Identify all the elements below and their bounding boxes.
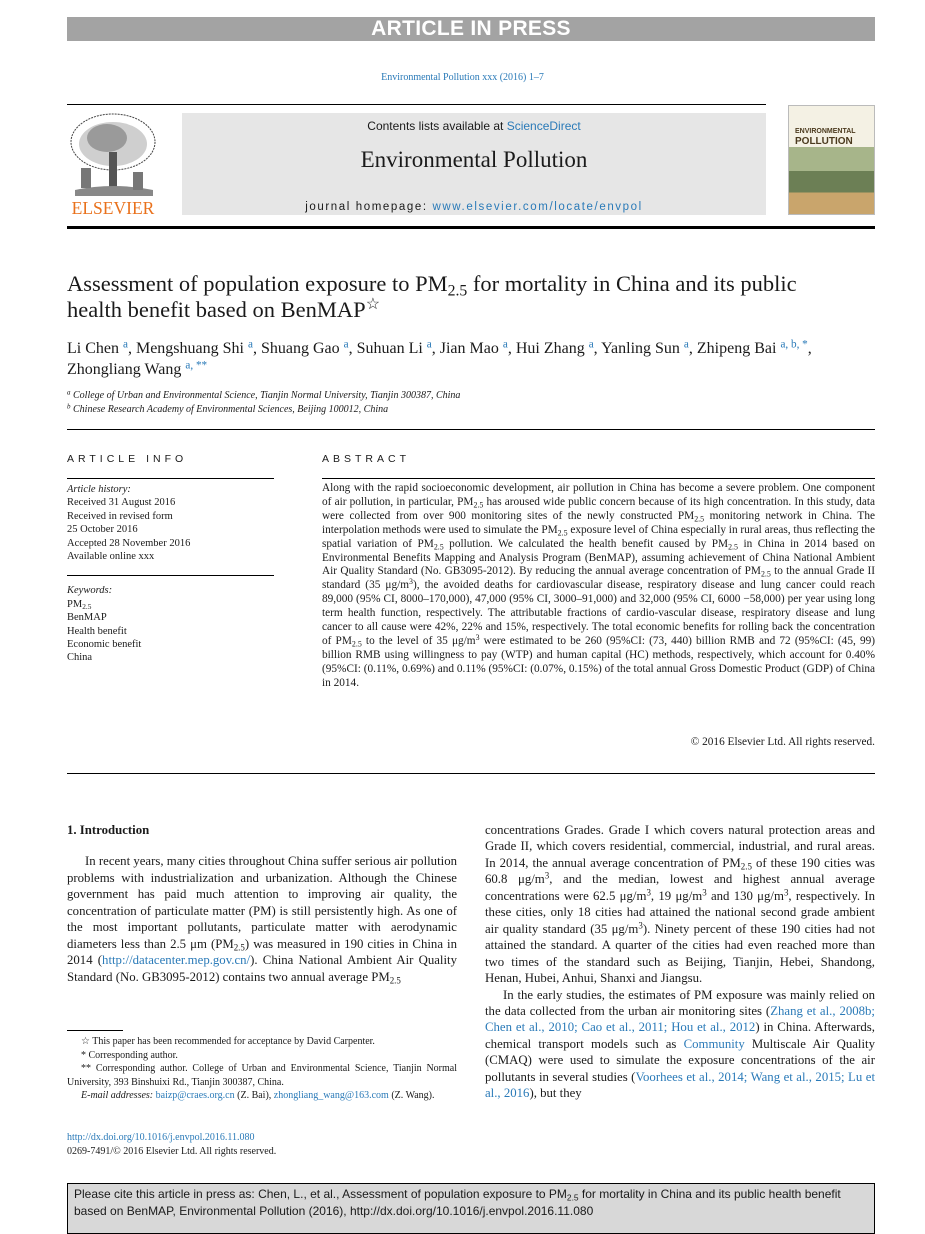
- subscript: 2.5: [447, 282, 468, 300]
- footnote: [67, 1089, 457, 1103]
- text-run: for mortality in China and its public health benefit based on BenMAP, Environmental Pollution (2016), http://dx.doi.org/10.1016/j.envpol.2016.11.080: [74, 1187, 841, 1218]
- text-run: Chinese Research Academy of Environmental Sciences, Beijing 100012, China: [70, 403, 389, 415]
- author-list: [67, 339, 827, 380]
- text-run: ), but they: [529, 1086, 582, 1101]
- text-run: Li Chen: [67, 340, 123, 357]
- divider: [67, 478, 274, 479]
- affiliation-link[interactable]: a: [588, 338, 594, 351]
- issn: 0269-7491/© 2016 Elsevier Ltd. All rights reserved.: [67, 1146, 277, 1157]
- journal-title: Environmental Pollution: [360, 147, 588, 172]
- divider: [67, 773, 875, 774]
- subscript: 2.5: [233, 942, 245, 953]
- affiliation-link[interactable]: a: [683, 338, 689, 351]
- superscript: 3: [638, 920, 643, 931]
- text-run: Along with the rapid socioeconomic development, air pollution in China has become a severe problem. One component of air pollution, in particular, PM: [322, 482, 875, 508]
- cover-title-line-2: POLLUTION: [795, 136, 853, 147]
- text-run: , Yanling Sun: [593, 340, 684, 357]
- paragraph: [67, 853, 457, 985]
- doi-link[interactable]: http://dx.doi.org/10.1016/j.envpol.2016.11.080: [67, 1132, 255, 1143]
- text-run: Multiscale Air Quality (CMAQ) were used to simulate the exposure concentrations of the air pollutants in several studies (: [485, 1036, 875, 1084]
- text-run: concentrations Grades. Grade I which covers natural protection areas and Grade II, which covers residential, commercial, industrial, and rural areas. In 2014, the annual average concentration of PM: [485, 823, 875, 870]
- elsevier-wordmark: ELSEVIER: [71, 198, 155, 218]
- text-run: PM: [67, 598, 83, 610]
- link[interactable]: Zhang et al., 2008b; Chen et al., 2010; Cao et al., 2011; Hou et al., 2012: [485, 1003, 875, 1035]
- affiliation-link[interactable]: a: [502, 338, 508, 351]
- history-item: Available online xxx: [67, 551, 155, 563]
- affiliation-link[interactable]: a: [247, 338, 253, 351]
- contents-line: [182, 119, 766, 133]
- affiliation-link[interactable]: a: [343, 338, 349, 351]
- text-run: , Zhipeng Bai: [688, 340, 781, 357]
- abstract-text: [322, 482, 875, 691]
- superscript: 3: [783, 887, 789, 898]
- history-item: Accepted 28 November 2016: [67, 537, 191, 549]
- text-run: , Suhuan Li: [348, 340, 427, 357]
- article-title: [67, 271, 827, 323]
- text-run: Assessment of population exposure to PM: [67, 271, 448, 296]
- divider: [67, 429, 875, 430]
- superscript: b: [67, 402, 71, 410]
- paragraph: [485, 822, 875, 987]
- text-run: monitoring network in China. The interpolation methods were used to simulate the PM: [322, 509, 875, 536]
- footnote-rule: [67, 1030, 123, 1031]
- link[interactable]: zhongliang_wang@163.com: [273, 1090, 389, 1101]
- header-rule: [67, 104, 766, 105]
- text-run: ☆ This paper has been recommended for acceptance by David Carpenter.: [81, 1036, 375, 1047]
- text-run: , Hui Zhang: [507, 340, 589, 357]
- text-run: , respectively. In these cities, only 18 cities had attained the national second grade ambient air quality standard (35 μg/m: [485, 888, 875, 936]
- journal-masthead: [182, 113, 766, 215]
- footnotes: [67, 1035, 457, 1103]
- homepage-prefix: journal homepage:: [305, 201, 433, 213]
- keyword: [67, 638, 274, 651]
- affiliations: [67, 389, 767, 416]
- text-run: exposure level of China especially in rural areas, thus reflecting the spatial variation of PM: [322, 523, 875, 550]
- article-info-heading: ARTICLE INFO: [67, 453, 188, 465]
- history-label: Article history:: [67, 484, 131, 495]
- text-run: ). China National Ambient Air Quality Standard (No. GB3095-2012) contains two annual average PM: [67, 953, 457, 984]
- text-run: to the level of 35 μg/m: [361, 634, 476, 647]
- history-item: 25 October 2016: [67, 524, 138, 536]
- text-run: In recent years, many cities throughout China suffer serious air pollution problems with industrialization and urbanization. Although the Chinese government has paid much attention to improving air quality, the concentration of particulate matter (PM) is still persistently high. As one of the most important pollutants, particulate matter with aerodynamic diameters less than 2.5 μm (PM: [67, 854, 457, 951]
- homepage-line: [182, 201, 766, 213]
- subscript: 2.5: [557, 528, 568, 538]
- divider: [67, 575, 274, 576]
- text-run: , Shuang Gao: [252, 340, 344, 357]
- affiliation-link[interactable]: a: [123, 338, 128, 351]
- elsevier-tree-icon: [67, 112, 159, 218]
- link[interactable]: http://datacenter.mep.gov.cn/: [102, 953, 251, 968]
- text-run: has aroused wide public concern because of its high concentration. In this study, data were collected from over 900 monitoring sites of the newly constructed PM: [322, 495, 875, 522]
- left-column: [67, 822, 457, 985]
- text-run: ), the avoided deaths for cardiovascular disease, respiratory disease and lung cancer could reach 89,000 (95% CI, 8000–170,000), 47,000 (95% CI, 3000–91,000) and 32,000 (95% CI, 6000 −58,000) per year using long term health function, respectively. The attributable fractions of cardio-vascular disease, respiratory disease and lung cancer to all cause were 42%, 22% and 15%, respectively. The total economic benefits for rolling back the concentration of PM: [322, 579, 876, 647]
- footnote: [67, 1049, 457, 1063]
- text-run: ) was measured in 190 cities in China in 2014 (: [67, 936, 457, 968]
- subscript: 2.5: [760, 569, 771, 579]
- cover-title: [795, 128, 856, 147]
- article-in-press-banner: ARTICLE IN PRESS: [67, 17, 875, 41]
- link[interactable]: Voorhees et al., 2014; Wang et al., 2015; Lu et al., 2016: [485, 1069, 876, 1101]
- journal-cover-image: [788, 105, 875, 215]
- subscript: 2.5: [433, 541, 444, 551]
- keyword: [67, 611, 274, 624]
- subscript: 2.5: [351, 639, 362, 649]
- right-column: [485, 822, 875, 1102]
- citation-box: [67, 1183, 875, 1234]
- link[interactable]: baizp@craes.org.cn: [155, 1090, 235, 1101]
- text-run: In the early studies, the estimates of PM exposure was mainly relied on the data collected from the urban air monitoring sites (: [485, 987, 875, 1018]
- abstract-heading: ABSTRACT: [322, 453, 411, 465]
- superscript: 3: [544, 870, 550, 881]
- text-run: Please cite this article in press as: Chen, L., et al., Assessment of population exposure to PM: [74, 1187, 567, 1201]
- contents-prefix: Contents lists available at: [367, 119, 507, 133]
- text-run: ). Ninety percent of these 190 cities had not attained the standard. A quarter of the cities had even reached more than two times of the standard such as Beijing, Tianjin, Hebei, Shandong, Henan, Hubei, Anhui, Shanxi and Jiangsu.: [485, 921, 875, 986]
- abstract-copyright: © 2016 Elsevier Ltd. All rights reserved.: [690, 736, 875, 748]
- text-run: and 130 μg/m: [706, 888, 784, 903]
- text-run: in China in 2014 based on Environmental Benefits Mapping and Analysis Program (BenMAP), assuming achievement of China National Ambient Air Quality Standard (No. GB3095-2012). By reducing the annual average concentration of PM: [322, 537, 875, 578]
- doi-block: [67, 1131, 276, 1159]
- link[interactable]: Community: [683, 1036, 745, 1051]
- subscript: 2.5: [82, 602, 92, 612]
- keyword: [67, 651, 274, 664]
- affiliation-b: [67, 403, 767, 417]
- keyword: [67, 625, 274, 638]
- text-run: , Mengshuang Shi: [127, 340, 248, 357]
- text-run: pollution. We calculated the health benefit caused by PM: [443, 537, 729, 550]
- footnote: [67, 1035, 457, 1049]
- footnote: [67, 1062, 457, 1089]
- cover-title-line-1: ENVIRONMENTAL: [795, 128, 856, 135]
- article-info: [67, 483, 274, 665]
- sciencedirect-link[interactable]: ScienceDirect: [506, 119, 581, 133]
- text-run: China: [67, 652, 93, 664]
- subscript: 2.5: [694, 514, 705, 524]
- subscript: 2.5: [566, 1192, 579, 1203]
- text-run: (Z. Bai),: [234, 1090, 274, 1101]
- section-heading-introduction: 1. Introduction: [67, 823, 150, 837]
- superscript: 3: [409, 577, 413, 587]
- journal-reference[interactable]: Environmental Pollution xxx (2016) 1–7: [381, 72, 544, 83]
- text-run: to the annual Grade II standard (35 μg/m: [322, 565, 876, 592]
- keyword: [67, 598, 274, 611]
- text-run: ) in China. Afterwards, chemical transport models such as: [485, 1020, 875, 1051]
- text-run: BenMAP: [67, 612, 107, 624]
- paragraph: [485, 987, 875, 1102]
- history-item: Received 31 August 2016: [67, 497, 176, 509]
- text-run: , Jian Mao: [431, 340, 503, 357]
- superscript: 3: [702, 887, 707, 898]
- superscript: ☆: [365, 296, 380, 314]
- homepage-link[interactable]: www.elsevier.com/locate/envpol: [432, 201, 643, 213]
- superscript: 3: [646, 887, 651, 898]
- text-run: Health benefit: [67, 625, 127, 637]
- affiliation-link[interactable]: a: [426, 338, 432, 351]
- text-run: Economic benefit: [67, 639, 142, 651]
- superscript: a: [67, 388, 71, 397]
- text-run: College of Urban and Environmental Science, Tianjin Normal University, Tianjin 300387, China: [70, 390, 461, 401]
- text-run: , 19 μg/m: [650, 888, 703, 903]
- text-run: were estimated to be 260 (95%CI: (73, 440) billion RMB and 72 (95%CI: (45, 99) billion RMB using willingness to pay (WTP) and human capital (HC) methods, respectively, which account for 0.40% (95%CI: (0.11%, 0.69%) and 0.11% (95%CI: (0.07%, 0.15%) of the total annual Gross Domestic Product (GDP) of China in 2014.: [322, 634, 876, 689]
- text-run: (Z. Wang).: [388, 1090, 435, 1101]
- text-run: , Zhongliang Wang: [67, 340, 812, 378]
- superscript: 3: [475, 633, 480, 643]
- affiliation-link[interactable]: a, b, *: [780, 338, 808, 351]
- italic-label: E-mail addresses:: [81, 1090, 156, 1101]
- history-item: Received in revised form: [67, 510, 173, 522]
- divider: [322, 478, 875, 479]
- subscript: 2.5: [389, 975, 401, 986]
- text-run: * Corresponding author.: [81, 1049, 178, 1061]
- subscript: 2.5: [740, 861, 752, 872]
- text-run: of these 190 cities was 60.8 μg/m: [485, 855, 875, 887]
- affiliation-a: [67, 389, 767, 403]
- keywords-label: Keywords:: [67, 585, 113, 597]
- text-run: , and the median, lowest and highest annual average concentrations were 62.5 μg/m: [485, 872, 875, 903]
- subscript: 2.5: [728, 541, 738, 551]
- masthead-thick-rule: [67, 226, 875, 229]
- text-run: ** Corresponding author. College of Urban and Environmental Science, Tianjin Normal University, 393 Binshuixi Rd., Tianjin 300387, China.: [67, 1063, 457, 1088]
- text-run: for mortality in China and its public health benefit based on BenMAP: [67, 271, 797, 322]
- elsevier-logo: [67, 112, 159, 218]
- subscript: 2.5: [473, 500, 484, 510]
- affiliation-link[interactable]: a, **: [185, 358, 208, 371]
